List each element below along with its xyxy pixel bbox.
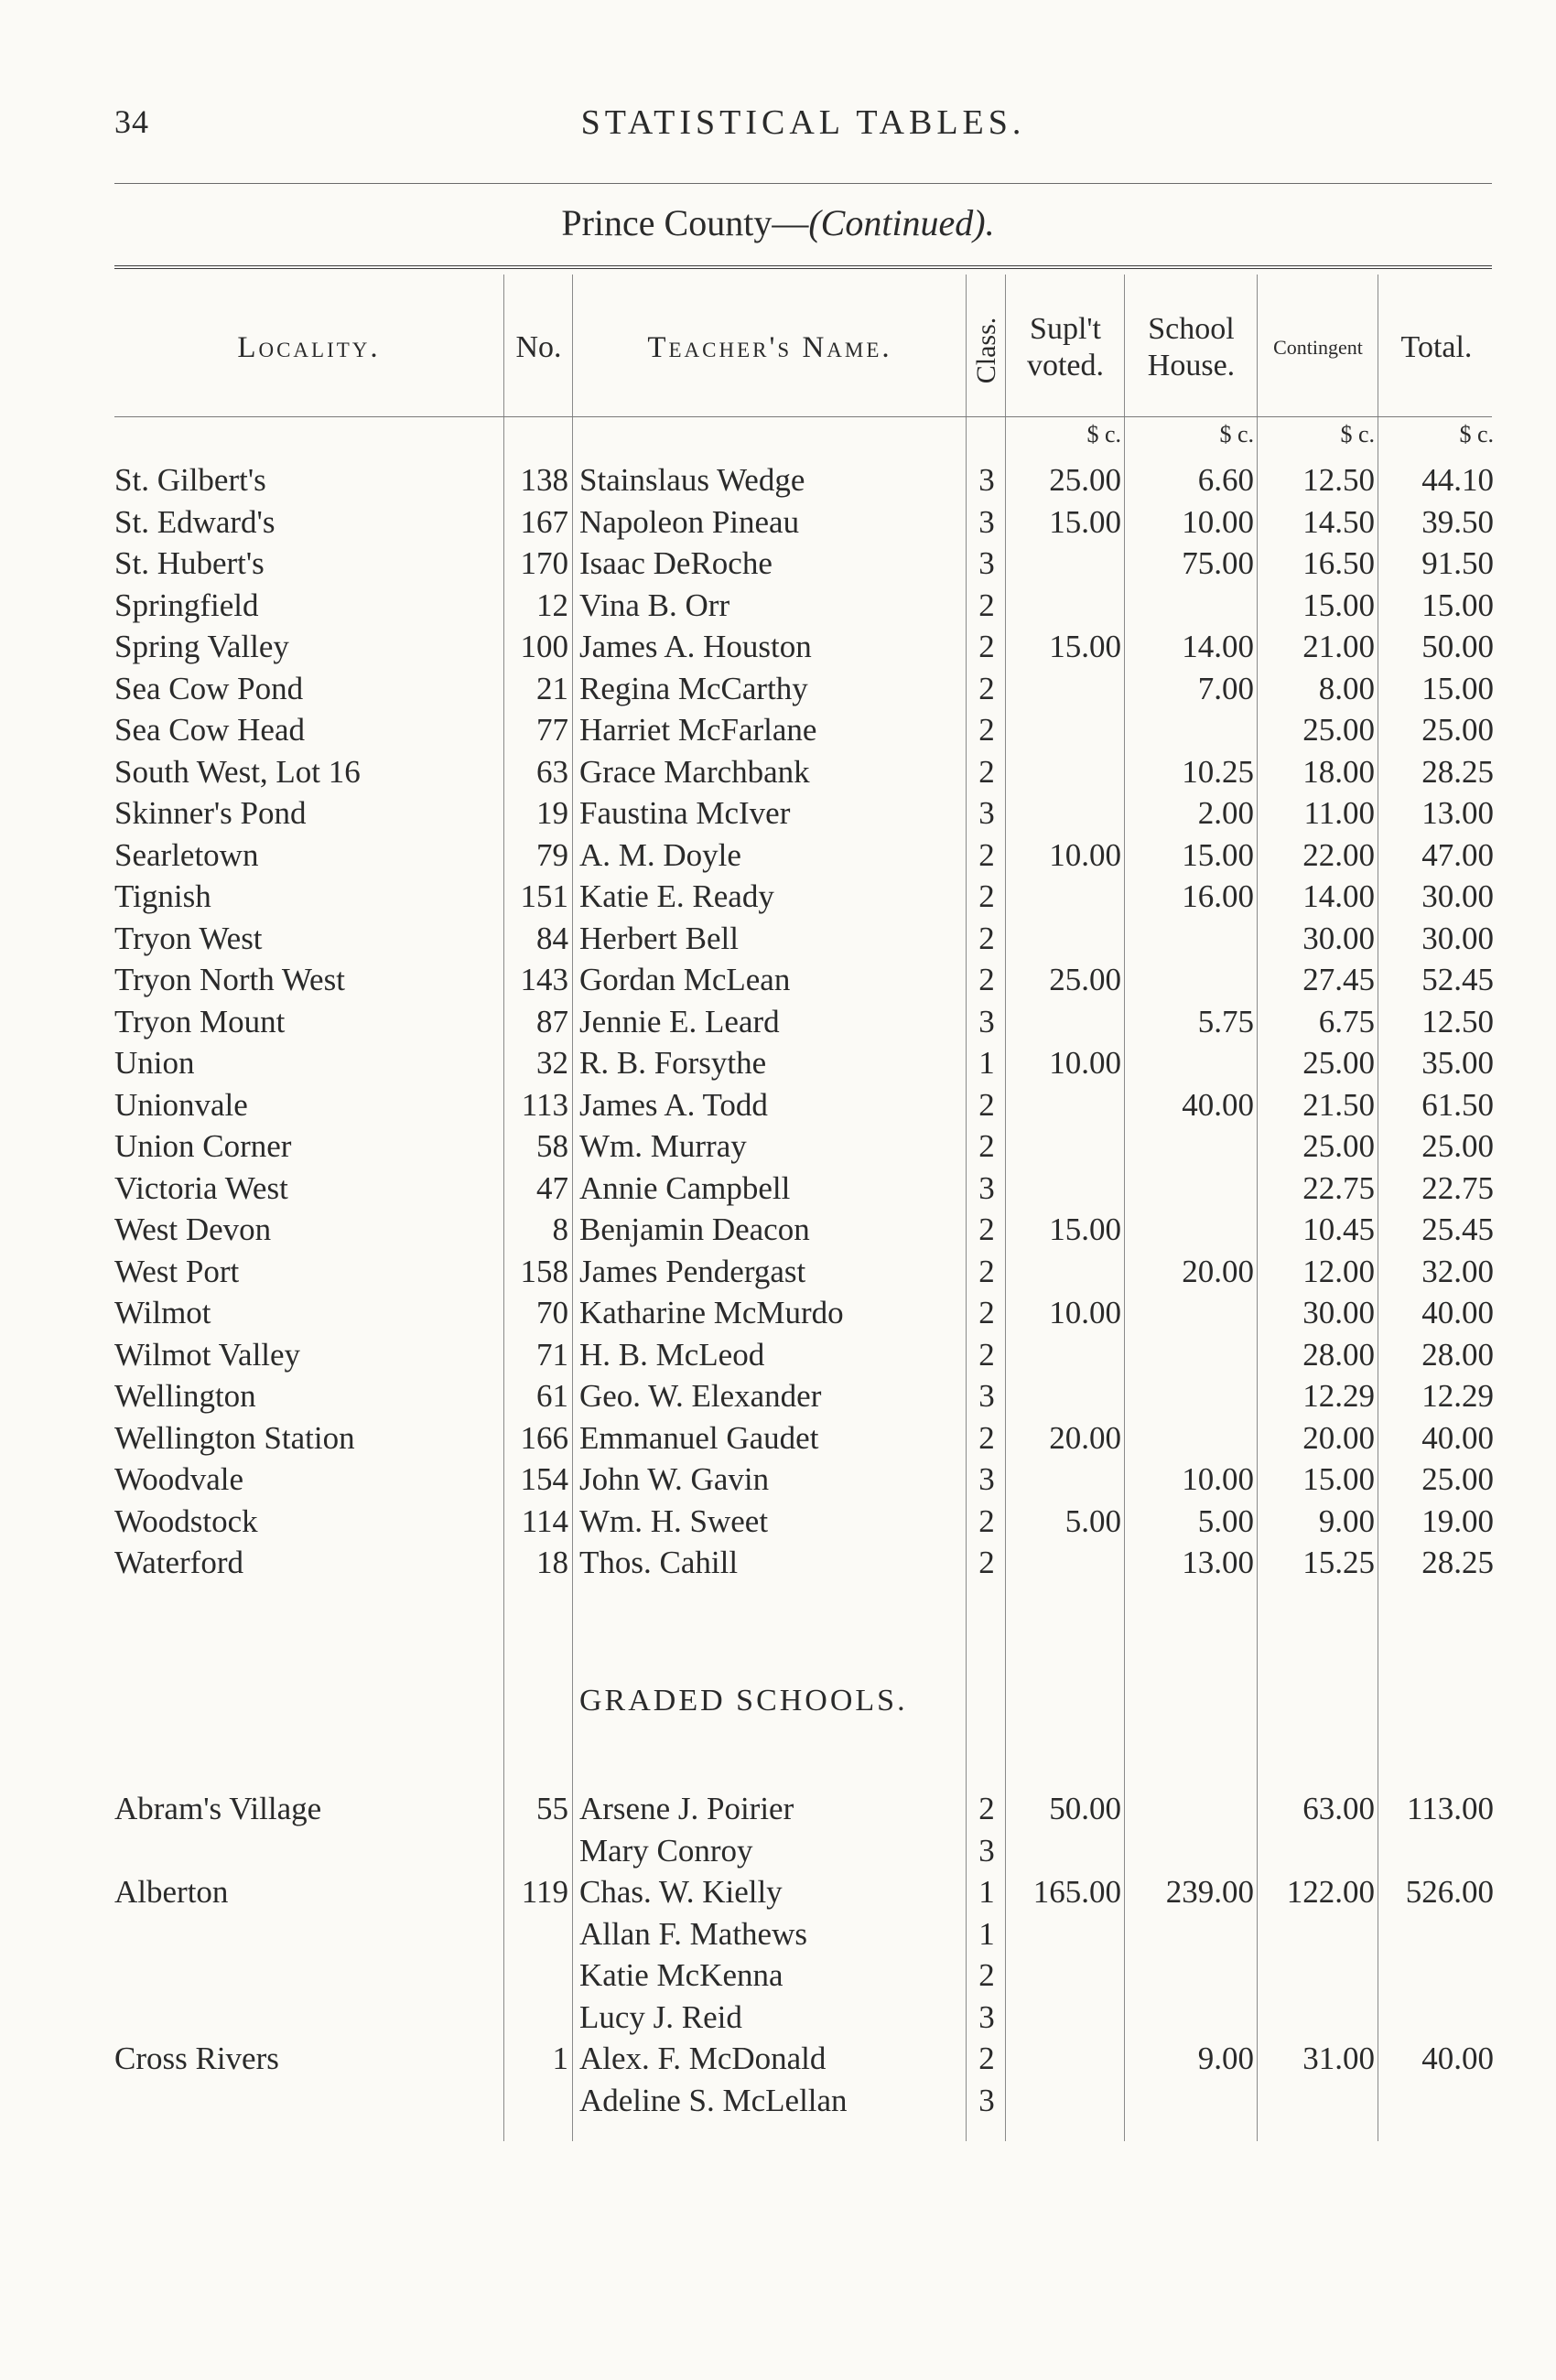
cell-contingent: 30.00 [1302,920,1375,956]
cell-class: 2 [978,836,995,873]
cell-no: 55 [536,1791,568,1826]
cell-total: 15.00 [1421,670,1494,706]
cell-school: 14.00 [1182,629,1254,664]
cell-class: 1 [978,1045,995,1081]
graded-schools-heading: GRADED SCHOOLS. [579,1684,908,1718]
cell-no: 170 [520,545,568,581]
cell-no: 12 [536,587,568,623]
cell-no: 151 [520,878,568,914]
cell-locality: Woodvale [114,1461,244,1497]
cell-locality: Woodstock [114,1502,258,1539]
table-row [0,795,1556,837]
col-header-class: Class. [971,317,1001,384]
cell-supl: 50.00 [1049,1791,1121,1826]
table-row [0,1420,1556,1462]
cell-locality: Victoria West [114,1169,288,1206]
cell-class: 3 [978,795,995,831]
cell-teacher: Wm. Murray [579,1128,747,1164]
cell-class: 2 [978,2041,995,2076]
cell-no: 87 [536,1003,568,1039]
cell-locality: Skinner's Pond [114,795,307,831]
cell-school: 5.75 [1197,1003,1254,1039]
table-row [0,921,1556,963]
cell-no: 32 [536,1045,568,1081]
cell-teacher: Allan F. Mathews [579,1915,807,1952]
cell-total: 35.00 [1421,1045,1494,1081]
table-row [0,878,1556,921]
cell-locality: Abram's Village [114,1791,322,1826]
cell-locality: Springfield [114,587,259,623]
table-row [0,1791,1556,1833]
table-subtitle [0,201,1556,244]
cell-supl: 20.00 [1049,1419,1121,1456]
col-header-supl: Supl't voted. [1026,312,1105,382]
cell-locality: West Devon [114,1212,272,1247]
cell-no: 119 [521,1874,568,1910]
cell-total: 25.00 [1421,712,1494,748]
table-row [0,1087,1556,1129]
cell-class: 2 [978,753,995,790]
cell-teacher: R. B. Forsythe [579,1045,767,1081]
table-row [0,1916,1556,1958]
cell-contingent: 21.50 [1302,1086,1375,1123]
cell-school: 7.00 [1197,670,1254,706]
cell-locality: Wilmot [114,1295,211,1330]
cell-teacher: Wm. H. Sweet [579,1502,769,1539]
cell-no: 77 [536,712,568,748]
cell-locality: Tignish [114,878,211,914]
cell-school: 20.00 [1182,1253,1254,1289]
cell-no: 63 [536,753,568,790]
cell-contingent: 15.00 [1302,587,1375,623]
table-row [0,1833,1556,1875]
cell-total: 50.00 [1421,629,1494,664]
cell-supl: 10.00 [1049,1295,1121,1330]
cell-supl: 10.00 [1049,836,1121,873]
col-header-no: No. [515,330,562,364]
cell-class: 2 [978,1086,995,1123]
cell-teacher: Katie E. Ready [579,878,774,914]
cell-contingent: 30.00 [1302,1295,1375,1330]
cell-locality: Waterford [114,1545,243,1580]
cell-contingent: 28.00 [1302,1336,1375,1373]
cell-teacher: Harriet McFarlane [579,712,817,748]
col-header-total: Total. [1400,330,1473,364]
cell-locality: Sea Cow Pond [114,670,304,706]
cell-total: 40.00 [1421,1419,1494,1456]
cell-total: 526.00 [1405,1874,1494,1910]
units-total: $ c. [1459,421,1494,447]
cell-teacher: Gordan McLean [579,962,791,997]
cell-no: 1 [552,2041,568,2076]
cell-teacher: Arsene J. Poirier [579,1791,794,1826]
cell-teacher: Grace Marchbank [579,753,810,790]
cell-contingent: 31.00 [1302,2041,1375,2076]
cell-class: 2 [978,1295,995,1330]
cell-total: 40.00 [1421,1295,1494,1330]
header-bottom-rule [114,416,1492,417]
cell-locality: Tryon Mount [114,1003,286,1039]
cell-total: 22.75 [1421,1169,1494,1206]
cell-total: 25.00 [1421,1128,1494,1164]
cell-teacher: Regina McCarthy [579,670,808,706]
cell-contingent: 25.00 [1302,1045,1375,1081]
units-contingent: $ c. [1340,421,1375,447]
cell-locality: South West, Lot 16 [114,753,361,790]
cell-contingent: 27.45 [1302,962,1375,997]
col-header-contingent: Contingent [1273,336,1363,359]
cell-supl: 15.00 [1049,629,1121,664]
cell-no: 70 [536,1295,568,1330]
cell-class: 2 [978,1336,995,1373]
cell-class: 3 [978,462,995,498]
cell-teacher: Adeline S. McLellan [579,2082,848,2118]
cell-contingent: 10.45 [1302,1212,1375,1247]
units-school: $ c. [1219,421,1254,447]
cell-teacher: A. M. Doyle [579,836,741,873]
cell-class: 2 [978,1502,995,1539]
table-row [0,587,1556,630]
cell-total: 52.45 [1421,962,1494,997]
cell-school: 15.00 [1182,836,1254,873]
cell-total: 25.00 [1421,1461,1494,1497]
table-row [0,504,1556,546]
cell-class: 2 [978,1253,995,1289]
cell-teacher: John W. Gavin [579,1461,770,1497]
cell-no: 8 [552,1212,568,1247]
cell-total: 25.45 [1421,1212,1494,1247]
cell-no: 158 [520,1253,568,1289]
cell-contingent: 20.00 [1302,1419,1375,1456]
cell-teacher: Isaac DeRoche [579,545,773,581]
table-row [0,1212,1556,1254]
cell-supl: 165.00 [1032,1874,1121,1910]
cell-teacher: Faustina McIver [579,795,791,831]
cell-teacher: Emmanuel Gaudet [579,1419,819,1456]
table-row [0,1378,1556,1420]
cell-total: 28.25 [1421,753,1494,790]
cell-school: 10.25 [1182,753,1254,790]
cell-total: 15.00 [1421,587,1494,623]
units-supl: $ c. [1086,421,1121,447]
cell-class: 1 [978,1915,995,1952]
cell-total: 32.00 [1421,1253,1494,1289]
cell-locality: Wellington [114,1378,256,1414]
table-row [0,712,1556,754]
cell-school: 16.00 [1182,878,1254,914]
table-row [0,1004,1556,1046]
cell-no: 138 [520,462,568,498]
cell-class: 3 [978,2082,995,2118]
table-row [0,2083,1556,2125]
cell-locality: St. Gilbert's [114,462,266,498]
cell-contingent: 9.00 [1318,1502,1375,1539]
cell-locality: Tryon West [114,920,263,956]
table-row [0,1170,1556,1212]
cell-school: 75.00 [1182,545,1254,581]
cell-locality: Wilmot Valley [114,1336,301,1373]
cell-no: 84 [536,920,568,956]
cell-contingent: 8.00 [1318,670,1375,706]
cell-school: 6.60 [1197,462,1254,498]
table-row [0,1295,1556,1337]
cell-no: 166 [520,1419,568,1456]
cell-total: 28.25 [1421,1545,1494,1580]
cell-no: 21 [536,670,568,706]
table-row [0,1254,1556,1296]
cell-total: 44.10 [1421,462,1494,498]
cell-class: 2 [978,1212,995,1247]
table-row [0,837,1556,879]
cell-teacher: Geo. W. Elexander [579,1378,822,1414]
cell-school: 5.00 [1197,1502,1254,1539]
cell-contingent: 15.00 [1302,1461,1375,1497]
cell-school: 2.00 [1197,795,1254,831]
cell-teacher: Stainslaus Wedge [579,462,805,498]
cell-locality: West Port [114,1253,240,1289]
cell-teacher: James Pendergast [579,1253,806,1289]
cell-contingent: 63.00 [1302,1791,1375,1826]
subtitle-text: Prince County— [561,202,809,243]
cell-locality: St. Edward's [114,503,276,540]
cell-total: 113.00 [1407,1791,1494,1826]
cell-class: 3 [978,1998,995,2035]
cell-contingent: 21.00 [1302,629,1375,664]
table-row [0,1461,1556,1503]
cell-supl: 10.00 [1049,1045,1121,1081]
cell-no: 19 [536,795,568,831]
cell-locality: Wellington Station [114,1419,355,1456]
cell-class: 1 [978,1874,995,1910]
cell-locality: Tryon North West [114,962,345,997]
cell-teacher: James A. Houston [579,629,812,664]
cell-supl: 15.00 [1049,503,1121,540]
cell-locality: Cross Rivers [114,2041,279,2076]
cell-total: 47.00 [1421,836,1494,873]
cell-class: 3 [978,1003,995,1039]
cell-teacher: Katie McKenna [579,1957,783,1993]
cell-school: 239.00 [1165,1874,1254,1910]
cell-teacher: Annie Campbell [579,1169,791,1206]
cell-teacher: Vina B. Orr [579,587,730,623]
cell-no: 143 [520,962,568,997]
cell-teacher: Benjamin Deacon [579,1212,810,1247]
page-title: STATISTICAL TABLES. [580,103,1026,142]
cell-supl: 25.00 [1049,462,1121,498]
cell-total: 30.00 [1421,878,1494,914]
cell-no: 71 [536,1336,568,1373]
cell-contingent: 12.29 [1302,1378,1375,1414]
cell-class: 3 [978,1169,995,1206]
table-row [0,1128,1556,1170]
cell-contingent: 25.00 [1302,1128,1375,1164]
cell-teacher: Mary Conroy [579,1832,753,1868]
cell-teacher: Napoleon Pineau [579,503,800,540]
header-rule [114,183,1492,184]
cell-locality: Spring Valley [114,629,289,664]
table-row [0,629,1556,671]
cell-teacher: Alex. F. McDonald [579,2041,827,2076]
cell-teacher: Jennie E. Leard [579,1003,780,1039]
cell-locality: Union Corner [114,1128,292,1164]
cell-teacher: Chas. W. Kielly [579,1874,783,1910]
cell-teacher: James A. Todd [579,1086,768,1123]
cell-total: 12.50 [1421,1003,1494,1039]
cell-class: 2 [978,1791,995,1826]
cell-class: 3 [978,1461,995,1497]
table-row [0,1503,1556,1545]
cell-locality: Unionvale [114,1086,248,1123]
table-row [0,1545,1556,1587]
cell-supl: 25.00 [1049,962,1121,997]
cell-class: 2 [978,587,995,623]
cell-no: 18 [536,1545,568,1580]
cell-no: 113 [521,1086,568,1123]
cell-no: 47 [536,1169,568,1206]
cell-class: 2 [978,629,995,664]
cell-total: 28.00 [1421,1336,1494,1373]
running-head [114,102,1492,157]
cell-locality: Union [114,1045,195,1081]
cell-total: 91.50 [1421,545,1494,581]
subtitle-continued: (Continued). [808,202,995,243]
col-header-teacher: Teacher's Name. [647,330,892,364]
table-row [0,2041,1556,2083]
table-row [0,1337,1556,1379]
cell-class: 2 [978,1545,995,1580]
cell-teacher: Katharine McMurdo [579,1295,844,1330]
table-row [0,1999,1556,2041]
cell-total: 39.50 [1421,503,1494,540]
cell-class: 2 [978,962,995,997]
table-row [0,462,1556,504]
cell-class: 2 [978,670,995,706]
cell-contingent: 22.75 [1302,1169,1375,1206]
cell-total: 12.29 [1421,1378,1494,1414]
cell-contingent: 122.00 [1286,1874,1375,1910]
cell-class: 3 [978,545,995,581]
cell-locality: Searletown [114,836,259,873]
cell-contingent: 15.25 [1302,1545,1375,1580]
cell-school: 9.00 [1197,2041,1254,2076]
cell-locality: Sea Cow Head [114,712,306,748]
cell-contingent: 6.75 [1318,1003,1375,1039]
cell-no: 167 [520,503,568,540]
cell-total: 19.00 [1421,1502,1494,1539]
table-row [0,1957,1556,1999]
cell-contingent: 22.00 [1302,836,1375,873]
table-top-rule [114,265,1492,269]
cell-no: 154 [520,1461,568,1497]
cell-contingent: 25.00 [1302,712,1375,748]
cell-total: 61.50 [1421,1086,1494,1123]
cell-class: 2 [978,1957,995,1993]
cell-contingent: 14.00 [1302,878,1375,914]
table-row [0,671,1556,713]
cell-teacher: Thos. Cahill [579,1545,739,1580]
cell-class: 2 [978,1419,995,1456]
cell-no: 61 [536,1378,568,1414]
table-row [0,1874,1556,1916]
cell-class: 2 [978,712,995,748]
cell-teacher: H. B. McLeod [579,1336,765,1373]
cell-class: 3 [978,1378,995,1414]
cell-contingent: 12.00 [1302,1253,1375,1289]
cell-contingent: 18.00 [1302,753,1375,790]
cell-locality: Alberton [114,1874,229,1910]
cell-locality: St. Hubert's [114,545,265,581]
table-row [0,1045,1556,1087]
cell-school: 10.00 [1182,503,1254,540]
cell-total: 13.00 [1421,795,1494,831]
cell-class: 2 [978,1128,995,1164]
cell-school: 10.00 [1182,1461,1254,1497]
cell-supl: 15.00 [1049,1212,1121,1247]
cell-supl: 5.00 [1064,1502,1121,1539]
cell-class: 3 [978,503,995,540]
cell-total: 40.00 [1421,2041,1494,2076]
cell-contingent: 14.50 [1302,503,1375,540]
table-row [0,545,1556,587]
cell-school: 40.00 [1182,1086,1254,1123]
cell-school: 13.00 [1182,1545,1254,1580]
cell-no: 114 [521,1502,568,1539]
table-row [0,962,1556,1004]
col-header-school-house: School House. [1147,312,1236,382]
table-row [0,754,1556,796]
cell-no: 58 [536,1128,568,1164]
cell-class: 2 [978,878,995,914]
cell-contingent: 11.00 [1303,795,1375,831]
cell-class: 2 [978,920,995,956]
cell-contingent: 12.50 [1302,462,1375,498]
cell-teacher: Lucy J. Reid [579,1998,742,2035]
cell-no: 79 [536,836,568,873]
cell-teacher: Herbert Bell [579,920,739,956]
cell-contingent: 16.50 [1302,545,1375,581]
cell-class: 3 [978,1832,995,1868]
cell-total: 30.00 [1421,920,1494,956]
col-header-locality: Locality. [237,330,381,364]
cell-no: 100 [520,629,568,664]
page-number: 34 [114,103,149,140]
